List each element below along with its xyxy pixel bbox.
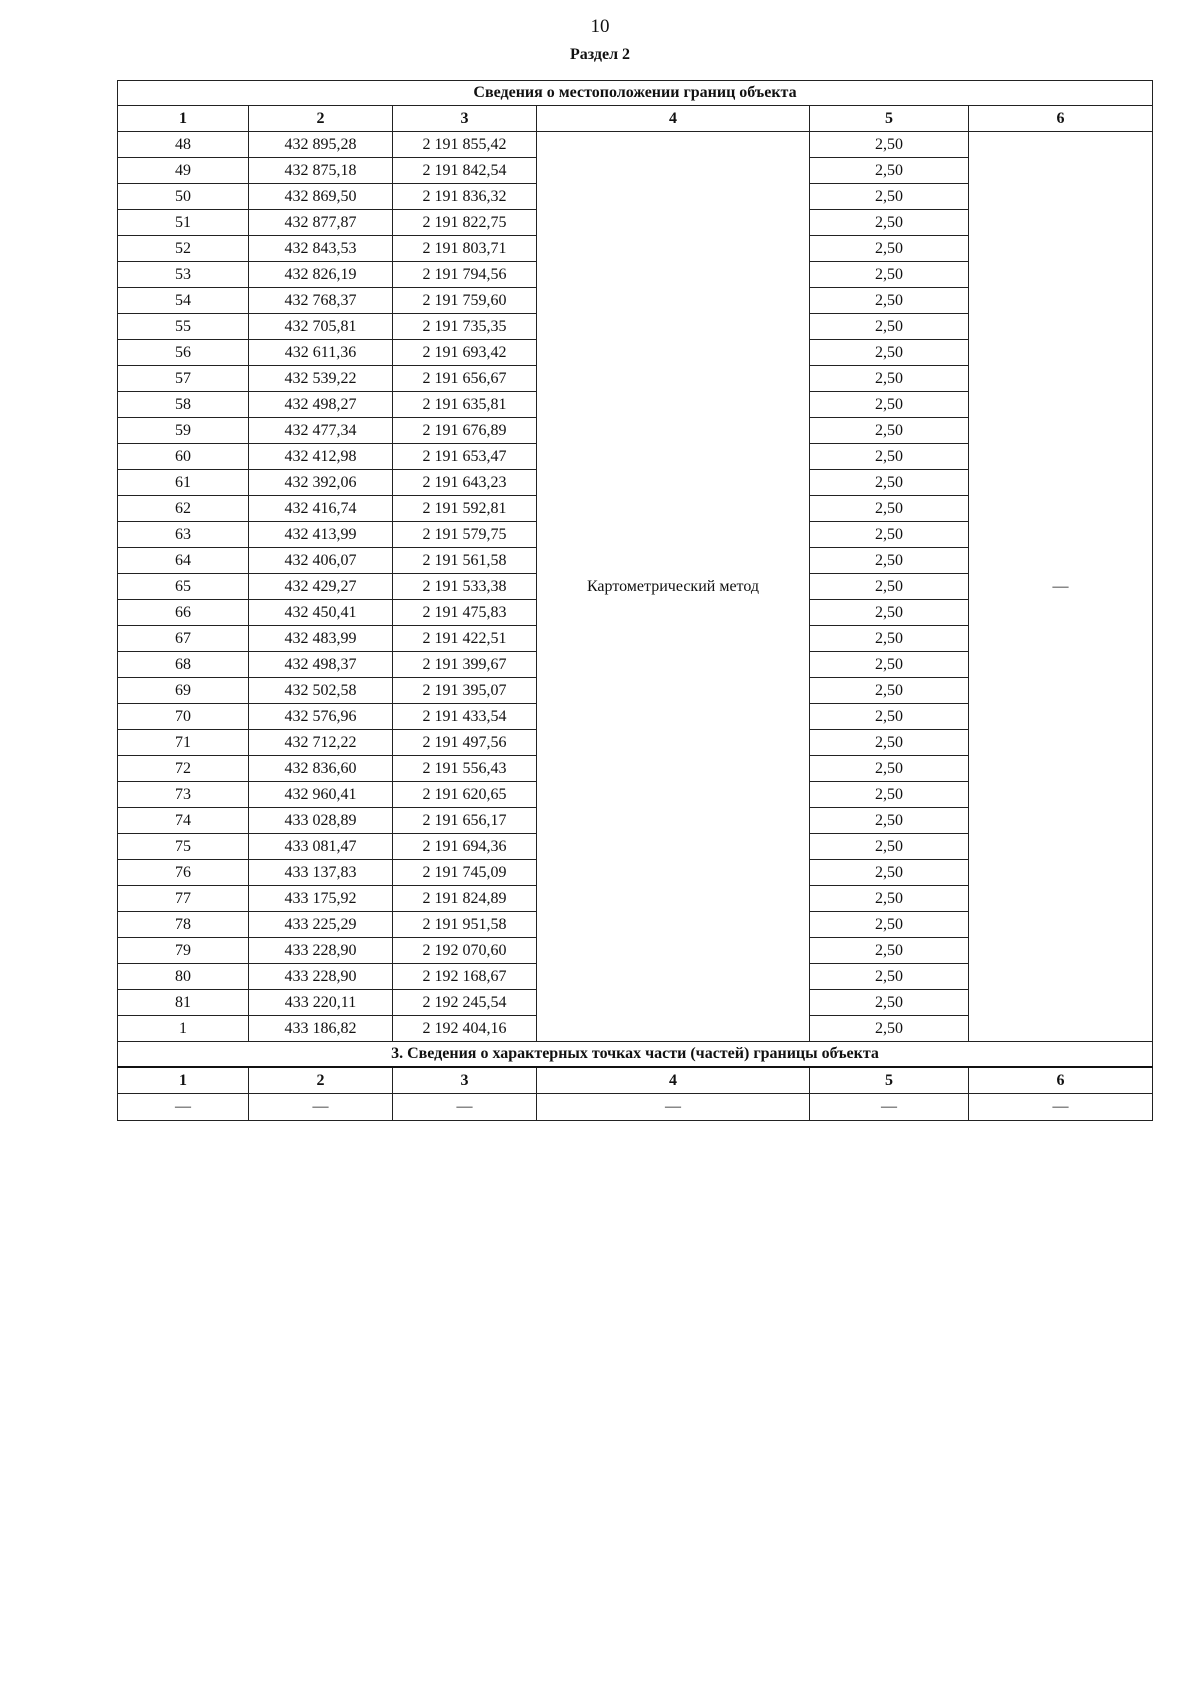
point-number-cell: 48 [118,132,249,158]
column-header: 2 [249,1067,393,1094]
y-coordinate-cell: 2 191 653,47 [393,444,537,470]
y-coordinate-cell: 2 191 399,67 [393,652,537,678]
column-header: 5 [810,106,969,132]
column-header: 2 [249,106,393,132]
accuracy-cell: 2,50 [810,314,969,340]
x-coordinate-cell: 433 137,83 [249,860,393,886]
point-number-cell: 77 [118,886,249,912]
accuracy-cell: 2,50 [810,808,969,834]
y-coordinate-cell: 2 191 656,17 [393,808,537,834]
section3-caption: 3. Сведения о характерных точках части (частей) границы объекта [118,1042,1153,1068]
accuracy-cell: 2,50 [810,704,969,730]
y-coordinate-cell: 2 192 404,16 [393,1016,537,1042]
accuracy-cell: 2,50 [810,470,969,496]
y-coordinate-cell: 2 191 592,81 [393,496,537,522]
y-coordinate-cell: 2 191 694,36 [393,834,537,860]
x-coordinate-cell: 433 028,89 [249,808,393,834]
y-coordinate-cell: 2 192 245,54 [393,990,537,1016]
boundary-table [117,80,1153,1121]
accuracy-cell: 2,50 [810,210,969,236]
section3-cell: — [393,1094,537,1121]
accuracy-cell: 2,50 [810,132,969,158]
x-coordinate-cell: 433 228,90 [249,964,393,990]
point-number-cell: 53 [118,262,249,288]
x-coordinate-cell: 432 705,81 [249,314,393,340]
table-caption-row [118,81,1153,106]
accuracy-cell: 2,50 [810,730,969,756]
x-coordinate-cell: 432 576,96 [249,704,393,730]
y-coordinate-cell: 2 191 656,67 [393,366,537,392]
x-coordinate-cell: 432 412,98 [249,444,393,470]
y-coordinate-cell: 2 192 168,67 [393,964,537,990]
boundary-table-body [118,81,1153,1121]
section3-caption-row [118,1042,1153,1068]
section3-cell: — [810,1094,969,1121]
y-coordinate-cell: 2 191 855,42 [393,132,537,158]
column-header: 4 [537,1067,810,1094]
accuracy-cell: 2,50 [810,1016,969,1042]
point-number-cell: 80 [118,964,249,990]
y-coordinate-cell: 2 191 794,56 [393,262,537,288]
accuracy-cell: 2,50 [810,886,969,912]
accuracy-cell: 2,50 [810,262,969,288]
y-coordinate-cell: 2 191 803,71 [393,236,537,262]
accuracy-cell: 2,50 [810,990,969,1016]
accuracy-cell: 2,50 [810,964,969,990]
y-coordinate-cell: 2 191 620,65 [393,782,537,808]
point-number-cell: 75 [118,834,249,860]
accuracy-cell: 2,50 [810,418,969,444]
column-header: 4 [537,106,810,132]
column-header: 1 [118,1067,249,1094]
accuracy-cell: 2,50 [810,678,969,704]
x-coordinate-cell: 432 416,74 [249,496,393,522]
section3-cell: — [969,1094,1153,1121]
point-number-cell: 54 [118,288,249,314]
accuracy-cell: 2,50 [810,574,969,600]
point-number-cell: 63 [118,522,249,548]
method-cell: Картометрический метод [537,132,810,1042]
table-row [118,132,1153,158]
x-coordinate-cell: 432 960,41 [249,782,393,808]
point-number-cell: 72 [118,756,249,782]
point-number-cell: 70 [118,704,249,730]
x-coordinate-cell: 432 826,19 [249,262,393,288]
table-caption: Сведения о местоположении границ объекта [118,81,1153,106]
y-coordinate-cell: 2 191 745,09 [393,860,537,886]
accuracy-cell: 2,50 [810,912,969,938]
x-coordinate-cell: 433 228,90 [249,938,393,964]
point-number-cell: 52 [118,236,249,262]
x-coordinate-cell: 432 836,60 [249,756,393,782]
column-header: 3 [393,106,537,132]
x-coordinate-cell: 432 869,50 [249,184,393,210]
point-number-cell: 78 [118,912,249,938]
section3-cell: — [537,1094,810,1121]
point-number-cell: 65 [118,574,249,600]
x-coordinate-cell: 432 895,28 [249,132,393,158]
point-number-cell: 76 [118,860,249,886]
x-coordinate-cell: 432 877,87 [249,210,393,236]
y-coordinate-cell: 2 191 842,54 [393,158,537,184]
x-coordinate-cell: 432 483,99 [249,626,393,652]
point-number-cell: 73 [118,782,249,808]
y-coordinate-cell: 2 191 822,75 [393,210,537,236]
point-number-cell: 81 [118,990,249,1016]
accuracy-cell: 2,50 [810,834,969,860]
y-coordinate-cell: 2 191 693,42 [393,340,537,366]
accuracy-cell: 2,50 [810,756,969,782]
y-coordinate-cell: 2 191 533,38 [393,574,537,600]
y-coordinate-cell: 2 191 422,51 [393,626,537,652]
accuracy-cell: 2,50 [810,626,969,652]
accuracy-cell: 2,50 [810,366,969,392]
accuracy-cell: 2,50 [810,496,969,522]
accuracy-cell: 2,50 [810,184,969,210]
column-header: 6 [969,1067,1153,1094]
section3-header-row [118,1067,1153,1094]
section-title: Раздел 2 [569,46,631,63]
x-coordinate-cell: 432 429,27 [249,574,393,600]
point-number-cell: 62 [118,496,249,522]
section3-cell: — [118,1094,249,1121]
point-number-cell: 64 [118,548,249,574]
column-header: 6 [969,106,1153,132]
accuracy-cell: 2,50 [810,938,969,964]
column-header: 3 [393,1067,537,1094]
point-number-cell: 55 [118,314,249,340]
accuracy-cell: 2,50 [810,444,969,470]
accuracy-cell: 2,50 [810,600,969,626]
x-coordinate-cell: 432 498,27 [249,392,393,418]
x-coordinate-cell: 432 712,22 [249,730,393,756]
x-coordinate-cell: 432 843,53 [249,236,393,262]
accuracy-cell: 2,50 [810,522,969,548]
y-coordinate-cell: 2 191 836,32 [393,184,537,210]
point-number-cell: 50 [118,184,249,210]
column-header: 5 [810,1067,969,1094]
point-number-cell: 51 [118,210,249,236]
y-coordinate-cell: 2 191 824,89 [393,886,537,912]
point-number-cell: 61 [118,470,249,496]
point-number-cell: 79 [118,938,249,964]
y-coordinate-cell: 2 191 735,35 [393,314,537,340]
column6-cell: — [969,132,1153,1042]
accuracy-cell: 2,50 [810,158,969,184]
accuracy-cell: 2,50 [810,236,969,262]
point-number-cell: 49 [118,158,249,184]
y-coordinate-cell: 2 191 579,75 [393,522,537,548]
point-number-cell: 56 [118,340,249,366]
y-coordinate-cell: 2 191 395,07 [393,678,537,704]
x-coordinate-cell: 433 186,82 [249,1016,393,1042]
point-number-cell: 59 [118,418,249,444]
accuracy-cell: 2,50 [810,782,969,808]
x-coordinate-cell: 433 220,11 [249,990,393,1016]
accuracy-cell: 2,50 [810,392,969,418]
accuracy-cell: 2,50 [810,860,969,886]
section3-cell: — [249,1094,393,1121]
table-header-row [118,106,1153,132]
y-coordinate-cell: 2 191 759,60 [393,288,537,314]
accuracy-cell: 2,50 [810,652,969,678]
column-header: 1 [118,106,249,132]
y-coordinate-cell: 2 191 475,83 [393,600,537,626]
accuracy-cell: 2,50 [810,288,969,314]
accuracy-cell: 2,50 [810,340,969,366]
point-number-cell: 69 [118,678,249,704]
y-coordinate-cell: 2 191 497,56 [393,730,537,756]
x-coordinate-cell: 432 413,99 [249,522,393,548]
y-coordinate-cell: 2 191 561,58 [393,548,537,574]
page-number: 10 [590,16,610,37]
section3-data-row [118,1094,1153,1121]
point-number-cell: 58 [118,392,249,418]
x-coordinate-cell: 432 477,34 [249,418,393,444]
x-coordinate-cell: 432 611,36 [249,340,393,366]
y-coordinate-cell: 2 191 951,58 [393,912,537,938]
point-number-cell: 67 [118,626,249,652]
point-number-cell: 74 [118,808,249,834]
point-number-cell: 66 [118,600,249,626]
y-coordinate-cell: 2 191 433,54 [393,704,537,730]
x-coordinate-cell: 432 875,18 [249,158,393,184]
x-coordinate-cell: 433 175,92 [249,886,393,912]
point-number-cell: 71 [118,730,249,756]
x-coordinate-cell: 432 406,07 [249,548,393,574]
y-coordinate-cell: 2 191 643,23 [393,470,537,496]
y-coordinate-cell: 2 191 556,43 [393,756,537,782]
accuracy-cell: 2,50 [810,548,969,574]
x-coordinate-cell: 433 225,29 [249,912,393,938]
x-coordinate-cell: 432 450,41 [249,600,393,626]
y-coordinate-cell: 2 192 070,60 [393,938,537,964]
point-number-cell: 1 [118,1016,249,1042]
point-number-cell: 68 [118,652,249,678]
point-number-cell: 60 [118,444,249,470]
point-number-cell: 57 [118,366,249,392]
y-coordinate-cell: 2 191 635,81 [393,392,537,418]
x-coordinate-cell: 432 392,06 [249,470,393,496]
x-coordinate-cell: 432 502,58 [249,678,393,704]
x-coordinate-cell: 432 539,22 [249,366,393,392]
x-coordinate-cell: 432 498,37 [249,652,393,678]
x-coordinate-cell: 432 768,37 [249,288,393,314]
x-coordinate-cell: 433 081,47 [249,834,393,860]
y-coordinate-cell: 2 191 676,89 [393,418,537,444]
